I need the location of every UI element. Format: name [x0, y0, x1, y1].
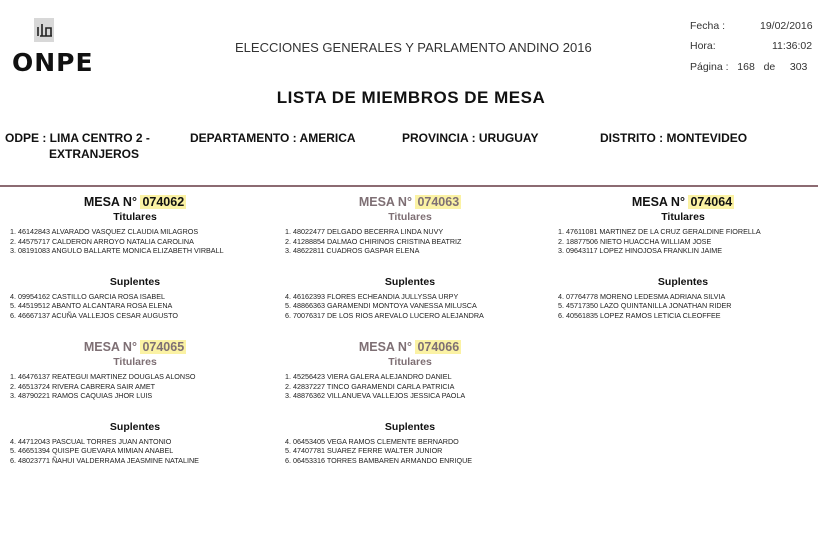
list-item: 1. 48022477 DELGADO BECERRA LINDA NUVY — [285, 227, 444, 236]
list-item: 1. 46476137 REATEGUI MARTINEZ DOUGLAS ALONSO — [10, 372, 196, 381]
departamento-label: DEPARTAMENTO : AMERICA — [190, 131, 356, 145]
list-item: 3. 48790221 RAMOS CAQUIAS JHOR LUIS — [10, 391, 153, 401]
suplentes-list — [0, 437, 270, 466]
mesa-prefix: MESA N° — [358, 195, 412, 209]
mesa-block-074062 — [0, 195, 270, 321]
election-title: ELECCIONES GENERALES Y PARLAMENTO ANDINO 2016 — [235, 40, 592, 55]
list-item: 5. 48866363 GARAMENDI MONTOYA VANESSA MILUSCA — [285, 301, 477, 311]
list-item: 2. 46513724 RIVERA CABRERA SAIR AMET — [10, 381, 156, 391]
pagina-label: Página : — [690, 61, 729, 73]
suplentes-title: Suplentes — [109, 420, 161, 433]
mesa-number: 074062 — [142, 195, 185, 209]
list-item: 6. 40561835 LOPEZ RAMOS LETICIA CLEOFFEE — [558, 310, 721, 320]
titulares-list — [275, 372, 545, 401]
list-item: 1. 46142843 ALVARADO VASQUEZ CLAUDIA MILAGROS — [10, 227, 199, 236]
mesa-block-074065 — [0, 340, 270, 466]
suplentes-list — [0, 292, 270, 321]
mesa-prefix: MESA N° — [358, 340, 412, 354]
distrito-label: DISTRITO : MONTEVIDEO — [600, 131, 748, 145]
suplentes-title: Suplentes — [384, 420, 436, 433]
titulares-list — [0, 372, 270, 401]
suplentes-list — [548, 292, 818, 321]
mesa-prefix: MESA N° — [631, 195, 685, 209]
list-item: 1. 47611081 MARTINEZ DE LA CRUZ GERALDINE FIORELLA — [558, 227, 761, 236]
list-item: 2. 41288854 DALMAO CHIRINOS CRISTINA BEATRIZ — [285, 236, 462, 246]
list-item: 6. 70076317 DE LOS RIOS AREVALO LUCERO ALEJANDRA — [285, 310, 484, 320]
list-item: 4. 06453405 VEGA RAMOS CLEMENTE BERNARDO — [285, 436, 459, 446]
titulares-list — [548, 227, 818, 256]
suplentes-list — [275, 292, 545, 321]
mesa-prefix: MESA N° — [83, 340, 137, 354]
fecha-label: Fecha : — [690, 20, 726, 32]
mesa-number: 074063 — [417, 195, 460, 209]
odpe-label — [5, 131, 150, 161]
odpe-line-1: ODPE : LIMA CENTRO 2 - — [5, 131, 150, 145]
titulares-list — [0, 227, 270, 256]
hora-row — [690, 40, 813, 52]
titulares-title: Titulares — [388, 356, 432, 368]
suplentes-title: Suplentes — [109, 275, 161, 288]
mesa-heading — [275, 195, 545, 211]
titulares-title: Titulares — [113, 211, 157, 223]
list-item: 5. 44519512 ABANTO ALCANTARA ROSA ELENA — [10, 301, 173, 311]
mesa-heading — [275, 340, 545, 356]
mesa-number: 074066 — [417, 340, 460, 354]
mesa-number: 074064 — [690, 195, 733, 209]
list-item: 5. 47407781 SUAREZ FERRE WALTER JUNIOR — [285, 446, 443, 456]
suplentes-title: Suplentes — [657, 275, 709, 288]
hora-value: 11:36:02 — [772, 40, 813, 52]
fecha-value: 19/02/2016 — [760, 20, 813, 32]
suplentes-list — [275, 437, 545, 466]
onpe-logo — [12, 18, 94, 76]
provincia-label: PROVINCIA : URUGUAY — [402, 131, 539, 145]
titulares-title: Titulares — [388, 211, 432, 223]
hora-label: Hora: — [690, 40, 716, 52]
list-item: 5. 46651394 QUISPE GUEVARA MIMIAN ANABEL — [10, 446, 174, 456]
list-item: 4. 44712043 PASCUAL TORRES JUAN ANTONIO — [10, 436, 172, 446]
list-item: 1. 45256423 VIERA GALERA ALEJANDRO DANIEL — [285, 372, 452, 381]
mesa-block-074063 — [275, 195, 545, 321]
titulares-title: Titulares — [661, 211, 705, 223]
document-title: LISTA DE MIEMBROS DE MESA — [276, 88, 546, 107]
fecha-row — [690, 20, 813, 32]
mesa-heading — [0, 340, 270, 356]
mesa-block-074064 — [548, 195, 818, 321]
list-item: 3. 48876362 VILLANUEVA VALLEJOS JESSICA PAOLA — [285, 391, 466, 401]
list-item: 6. 48023771 ÑAHUI VALDERRAMA JEASMINE NATALINE — [10, 455, 199, 465]
mesa-number: 074065 — [142, 340, 185, 354]
odpe-line-2: EXTRANJEROS — [49, 147, 140, 161]
divider — [0, 185, 818, 187]
list-item: 6. 06453316 TORRES BAMBAREN ARMANDO ENRIQUE — [285, 455, 473, 465]
list-item: 4. 07764778 MORENO LEDESMA ADRIANA SILVIA — [558, 291, 726, 301]
list-item: 4. 09954162 CASTILLO GARCIA ROSA ISABEL — [10, 291, 166, 301]
pagination — [690, 61, 807, 73]
ballot-box-icon — [34, 18, 72, 48]
list-item: 4. 46162393 FLORES ECHEANDIA JULLYSSA URPY — [285, 291, 459, 301]
mesa-prefix: MESA N° — [83, 195, 137, 209]
list-item: 2. 44575717 CALDERON ARROYO NATALIA CAROLINA — [10, 236, 194, 246]
logo-wordmark: ONPE — [12, 48, 94, 77]
list-item: 5. 45717350 LAZO QUINTANILLA JONATHAN RIDER — [558, 301, 732, 311]
list-item: 3. 08191083 ANGULO BALLARTE MONICA ELIZABETH VIRBALL — [10, 246, 224, 256]
mesa-block-074066 — [275, 340, 545, 466]
list-item: 3. 09643117 LOPEZ HINOJOSA FRANKLIN JAIME — [558, 246, 723, 256]
list-item: 3. 48622811 CUADROS GASPAR ELENA — [285, 246, 420, 256]
mesa-heading — [548, 195, 818, 211]
total-paginas: 303 — [789, 61, 808, 73]
mesa-heading — [0, 195, 270, 211]
de-label: de — [763, 61, 776, 73]
list-item: 2. 18877506 NIETO HUACCHA WILLIAM JOSE — [558, 236, 712, 246]
list-item: 6. 46667137 ACUÑA VALLEJOS CESAR AUGUSTO — [10, 310, 178, 320]
pagina-value: 168 — [737, 61, 755, 73]
titulares-list — [275, 227, 545, 256]
list-item: 2. 42837227 TINCO GARAMENDI CARLA PATRICIA — [285, 381, 455, 391]
titulares-title: Titulares — [113, 356, 157, 368]
suplentes-title: Suplentes — [384, 275, 436, 288]
